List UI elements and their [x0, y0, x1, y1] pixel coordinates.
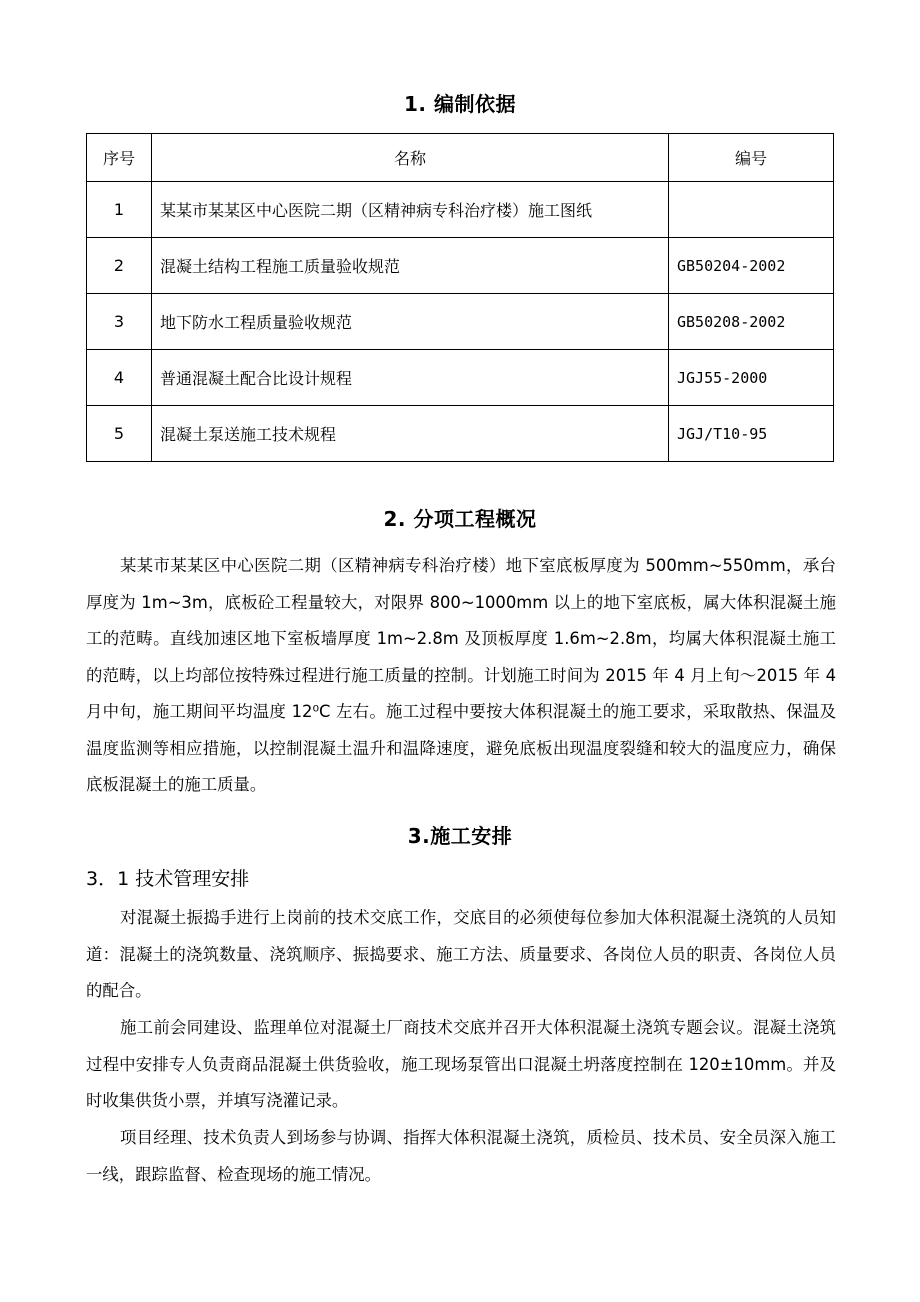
- table-row: [87, 182, 834, 238]
- section-2-title: 2. 分项工程概况: [383, 507, 537, 531]
- subsection-3-1-paragraph-1: 对混凝土振捣手进行上岗前的技术交底工作，交底目的必须使每位参加大体积混凝土浇筑的人员知道：混凝土的浇筑数量、浇筑顺序、振捣要求、施工方法、质量要求、各岗位人员的职责、各岗位人员的配合。: [86, 908, 836, 1000]
- row-name: 普通混凝土配合比设计规程: [152, 350, 669, 406]
- table-row: [87, 406, 834, 462]
- row-code: JGJ/T10-95: [669, 406, 834, 462]
- section-1-title: 1. 编制依据: [404, 92, 516, 116]
- row-name: 地下防水工程质量验收规范: [152, 294, 669, 350]
- row-name: 混凝土泵送施工技术规程: [152, 406, 669, 462]
- row-no: 5: [87, 406, 152, 462]
- row-name: 混凝土结构工程施工质量验收规范: [152, 238, 669, 294]
- header-name: 名称: [152, 134, 669, 182]
- header-no: 序号: [87, 134, 152, 182]
- basis-table: [86, 133, 834, 462]
- section-2-paragraph: 某某市某某区中心医院二期（区精神病专科治疗楼）地下室底板厚度为 500mm~550mm，承台厚度为 1m~3m，底板砼工程量较大，对限界 800~1000mm 以上的地下室底板，属大体积混凝土施工的范畴。直线加速区地下室板墙厚度 1m~2.8m 及顶板厚度 1.6m~2.8m，均属大体积混凝土施工的范畴，以上均部位按特殊过程进行施工质量的控制。计划施工时间为 2015 年 4 月上旬～2015 年 4 月中旬，施工期间平均温度 12⁰C 左右。施工过程中要按大体积混凝土的施工要求，采取散热、保温及温度监测等相应措施，以控制混凝土温升和温降速度，避免底板出现温度裂缝和较大的温度应力，确保底板混凝土的施工质量。: [86, 556, 836, 794]
- table-row: [87, 350, 834, 406]
- row-code: JGJ55-2000: [669, 350, 834, 406]
- row-no: 2: [87, 238, 152, 294]
- subsection-3-1-title: 3．1 技术管理安排: [86, 868, 250, 890]
- table-header-row: [87, 134, 834, 182]
- row-no: 1: [87, 182, 152, 238]
- section-3-title: 3.施工安排: [407, 824, 513, 848]
- subsection-3-1-paragraph-3: 项目经理、技术负责人到场参与协调、指挥大体积混凝土浇筑，质检员、技术员、安全员深入施工一线，跟踪监督、检查现场的施工情况。: [86, 1128, 836, 1184]
- row-code: GB50208-2002: [669, 294, 834, 350]
- row-name: 某某市某某区中心医院二期（区精神病专科治疗楼）施工图纸: [152, 182, 669, 238]
- table-row: [87, 294, 834, 350]
- table-row: [87, 238, 834, 294]
- row-code: [669, 182, 834, 238]
- subsection-3-1-paragraph-2: 施工前会同建设、监理单位对混凝土厂商技术交底并召开大体积混凝土浇筑专题会议。混凝土浇筑过程中安排专人负责商品混凝土供货验收，施工现场泵管出口混凝土坍落度控制在 120±10mm。并及时收集供货小票，并填写浇灌记录。: [86, 1018, 836, 1110]
- row-no: 3: [87, 294, 152, 350]
- row-no: 4: [87, 350, 152, 406]
- header-code: 编号: [669, 134, 834, 182]
- row-code: GB50204-2002: [669, 238, 834, 294]
